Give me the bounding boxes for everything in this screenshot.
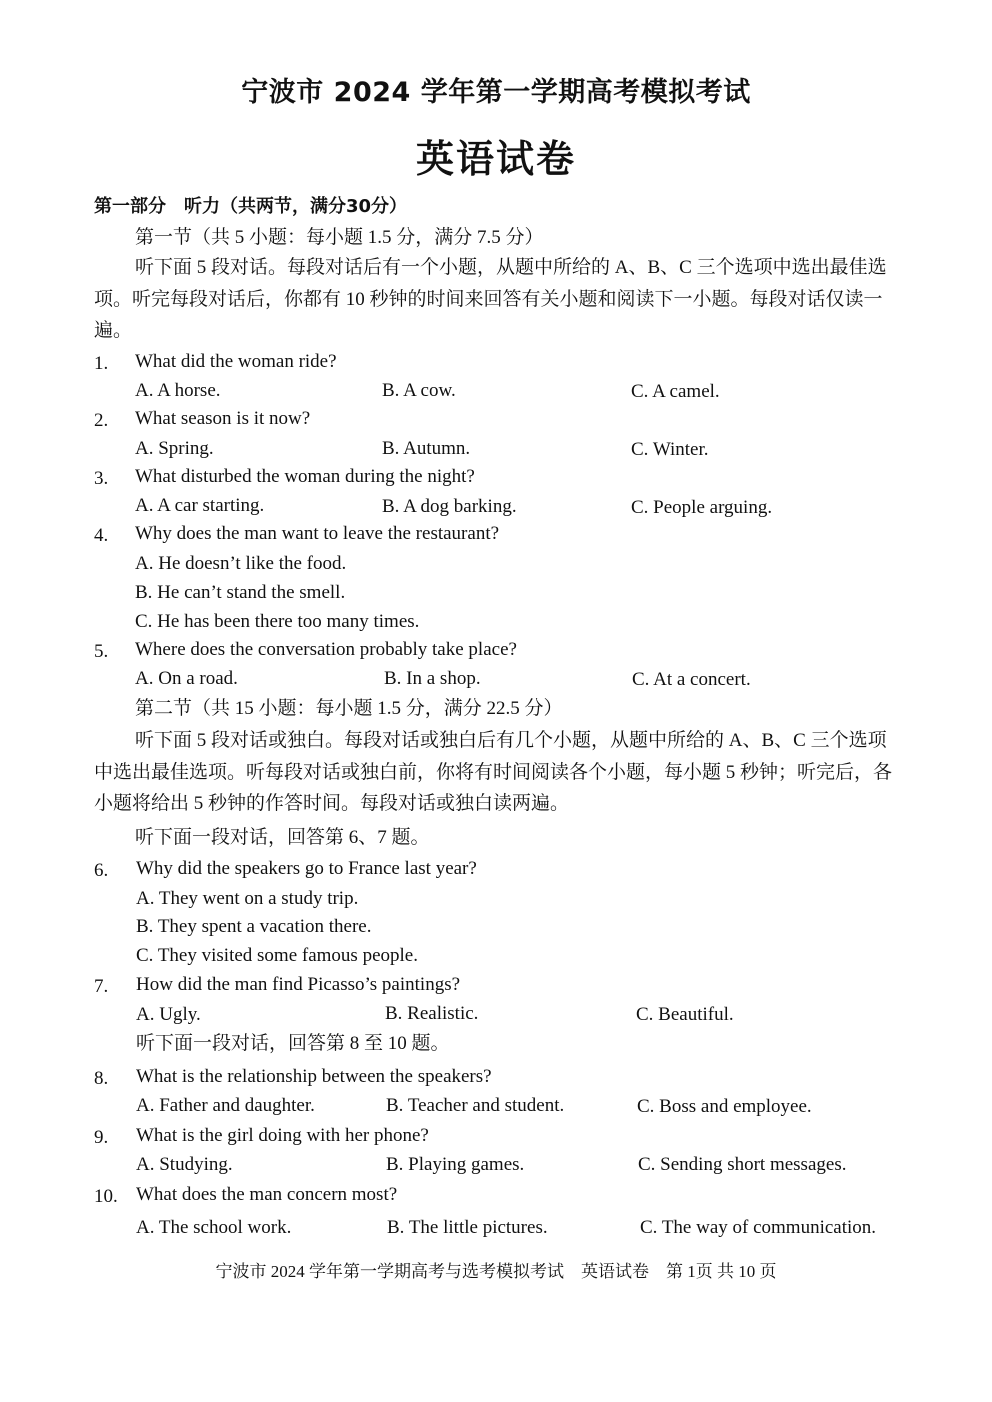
option-b: B. Realistic.	[385, 1003, 479, 1024]
option-b: B. Playing games.	[386, 1154, 525, 1175]
question-text: Where does the conversation probably take place?	[135, 639, 517, 660]
question-text: What disturbed the woman during the night?	[135, 466, 475, 487]
option-b: B. The little pictures.	[387, 1217, 548, 1238]
question-text: What did the woman ride?	[135, 351, 337, 372]
question-text: What season is it now?	[135, 408, 311, 429]
option-b: B. They spent a vacation there.	[136, 916, 372, 937]
option-c: C. A camel.	[631, 381, 720, 402]
question-text: What does the man concern most?	[136, 1184, 398, 1205]
option-a: A. Ugly.	[136, 1004, 201, 1025]
option-c: C. Beautiful.	[636, 1004, 734, 1025]
exam-subtitle: 英语试卷	[415, 137, 576, 181]
question-number: 4.	[94, 525, 109, 546]
option-a: A. The school work.	[136, 1217, 292, 1238]
option-a: A. On a road.	[135, 668, 238, 689]
page-footer: 宁波市 2024 学年第一学期高考与选考模拟考试 英语试卷 第 1页 共 10 页	[215, 1262, 777, 1281]
option-b: B. He can’t stand the smell.	[135, 582, 346, 603]
question-number: 10.	[94, 1186, 118, 1207]
option-a: A. A horse.	[135, 380, 221, 401]
question-text: How did the man find Picasso’s paintings?	[136, 974, 461, 995]
option-a: A. Studying.	[136, 1154, 233, 1175]
question-text: What is the girl doing with her phone?	[136, 1125, 429, 1146]
option-b: B. Autumn.	[382, 438, 471, 459]
exam-title: 宁波市 2024 学年第一学期高考模拟考试	[241, 77, 751, 108]
option-c: C. He has been there too many times.	[135, 611, 420, 632]
question-text: Why did the speakers go to France last year?	[136, 858, 477, 879]
question-number: 6.	[94, 860, 109, 881]
option-c: C. Winter.	[631, 439, 709, 460]
option-a: A. Father and daughter.	[136, 1095, 315, 1116]
section2-heading: 第二节（共 15 小题：每小题 1.5 分，满分 22.5 分）	[135, 698, 563, 719]
option-c: C. They visited some famous people.	[136, 945, 418, 966]
question-number: 3.	[94, 468, 109, 489]
question-number: 2.	[94, 410, 109, 431]
option-a: A. He doesn’t like the food.	[135, 553, 347, 574]
section1-instructions: 听下面 5 段对话。每段对话后有一个小题，从题中所给的 A、B、C 三个选项中选出最佳选项。听完每段对话后，你都有 10 秒钟的时间来回答有关小题和阅读下一小题。每段对话仅读一遍。	[94, 257, 887, 341]
option-a: A. Spring.	[135, 438, 214, 459]
dialogue-prompt: 听下面一段对话，回答第 8 至 10 题。	[136, 1033, 450, 1054]
option-c: C. People arguing.	[631, 497, 773, 518]
part1-heading: 第一部分 听力（共两节，满分30分）	[94, 196, 408, 217]
question-text: What is the relationship between the speakers?	[136, 1066, 492, 1087]
option-a: A. A car starting.	[135, 495, 265, 516]
option-a: A. They went on a study trip.	[136, 888, 359, 909]
dialogue-prompt: 听下面一段对话，回答第 6、7 题。	[135, 827, 430, 848]
option-c: C. The way of communication.	[640, 1217, 877, 1238]
option-b: B. A dog barking.	[382, 496, 517, 517]
question-number: 7.	[94, 976, 109, 997]
question-number: 5.	[94, 641, 109, 662]
option-b: B. Teacher and student.	[386, 1095, 565, 1116]
question-text: Why does the man want to leave the restaurant?	[135, 523, 500, 544]
option-c: C. Sending short messages.	[638, 1154, 847, 1175]
section1-heading: 第一节（共 5 小题：每小题 1.5 分，满分 7.5 分）	[135, 227, 544, 248]
option-c: C. Boss and employee.	[637, 1096, 812, 1117]
question-number: 9.	[94, 1127, 109, 1148]
option-b: B. A cow.	[382, 380, 456, 401]
option-c: C. At a concert.	[632, 669, 751, 690]
option-b: B. In a shop.	[384, 668, 481, 689]
question-number: 1.	[94, 353, 109, 374]
section2-instructions: 听下面 5 段对话或独白。每段对话或独白后有几个小题，从题中所给的 A、B、C 三个选项中选出最佳选项。听每段对话或独白前，你将有时间阅读各个小题，每小题 5 秒钟；听完后，各小题将给出 5 秒钟的作答时间。每段对话或独白读两遍。	[94, 730, 893, 814]
question-number: 8.	[94, 1068, 109, 1089]
